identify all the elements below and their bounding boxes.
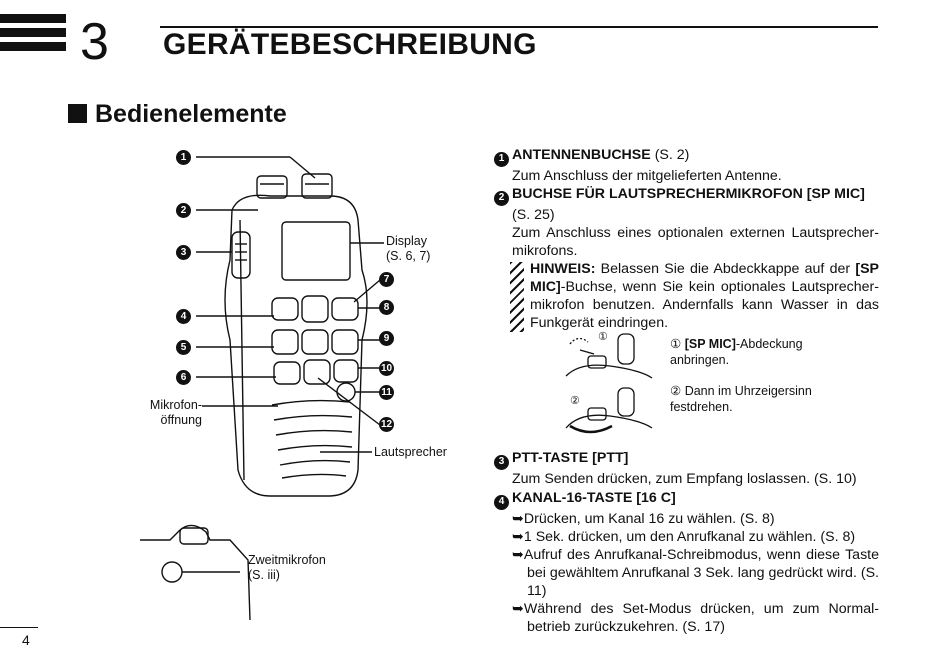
callout-2: 2 [176,203,191,218]
callout-8: 8 [379,300,394,315]
item-2-note: HINWEIS: Belassen Sie die Abdeckkappe auf der [SP MIC]-Buchse, wenn Sie kein optionales Lautsprecher-mikrofon benutzen. Andernfalls kann Wasser in das Funkgerät eindringen. [494,260,879,332]
svg-text:②: ② [570,395,580,407]
item-1-title: ANTENNENBUCHSE [512,147,651,163]
callout-1: 1 [176,150,191,165]
chapter-title: GERÄTEBESCHREIBUNG [163,28,537,61]
item-1-ref: (S. 2) [654,147,690,163]
item-4-bullet-2: ➥1 Sek. drücken, um den Anrufkanal zu wählen. (S. 8) [512,528,856,545]
page-number: 4 [22,632,30,648]
item-2-title: BUCHSE FÜR LAUTSPRECHERMIKROFON [SP MIC] [512,186,865,202]
cap-install-diagram [560,328,660,438]
item-2-desc: Zum Anschluss eines optionalen externen Lautsprecher-mikrofons. [512,224,879,259]
callout-5: 5 [176,340,191,355]
callout-3: 3 [176,245,191,260]
item-1 [494,146,879,185]
callout-12: 12 [380,419,393,430]
label-second-mic: Zweitmikrofon (S. iii) [248,553,326,582]
callout-4: 4 [176,309,191,324]
chapter-tab-marker [0,14,66,64]
item-4-title: KANAL-16-TASTE [16 C] [512,490,676,506]
radio-diagram [140,140,490,620]
item-2 [494,185,879,332]
radio-body [225,195,367,496]
label-mic-opening: Mikrofon- öffnung [149,398,202,427]
callout-11: 11 [379,385,394,400]
item-4-number: 4 [494,495,509,510]
label-display: Display (S. 6, 7) [386,234,431,263]
item-4-bullet-1: ➥Drücken, um Kanal 16 zu wählen. (S. 8) [512,510,775,527]
callout-7: 7 [379,272,394,287]
chapter-number: 3 [80,13,109,71]
svg-text:①: ① [598,331,608,343]
callout-9: 9 [379,331,394,346]
item-3-number: 3 [494,455,509,470]
callout-6: 6 [176,370,191,385]
note-hatch-icon [510,262,524,332]
item-1-number: 1 [494,152,509,167]
item-2-ref: (S. 25) [512,206,555,223]
display-screen [282,222,350,280]
footer-rule [0,627,38,628]
step-1: ① [SP MIC]-Abdeckung anbringen. [670,337,803,367]
step-2: ② Dann im Uhrzeigersinn festdrehen. [670,384,812,414]
section-title-text: Bedienelemente [95,100,287,128]
antenna-knob-right [302,174,332,198]
section-square-icon [68,104,87,123]
item-1-desc: Zum Anschluss der mitgelieferten Antenne. [512,167,782,184]
item-3-desc: Zum Senden drücken, zum Empfang loslassen. (S. 10) [512,470,857,487]
item-3 [494,449,879,488]
section-title [68,100,287,129]
item-4-bullet-4: ➥Während des Set-Modus drücken, um zum Normal-betrieb zurückzukehren. (S. 17) [512,600,879,635]
item-2-number: 2 [494,191,509,206]
item-3-title: PTT-TASTE [PTT] [512,450,629,466]
item-4-bullet-3: ➥Aufruf des Anrufkanal-Schreibmodus, wenn diese Taste bei gewähltem Anrufkanal 3 Sek. lang gedrückt wird. (S. 11) [512,546,879,599]
callout-10: 10 [380,363,393,374]
radio-topview [140,525,250,620]
label-speaker: Lautsprecher [374,445,447,459]
item-4 [494,489,879,636]
